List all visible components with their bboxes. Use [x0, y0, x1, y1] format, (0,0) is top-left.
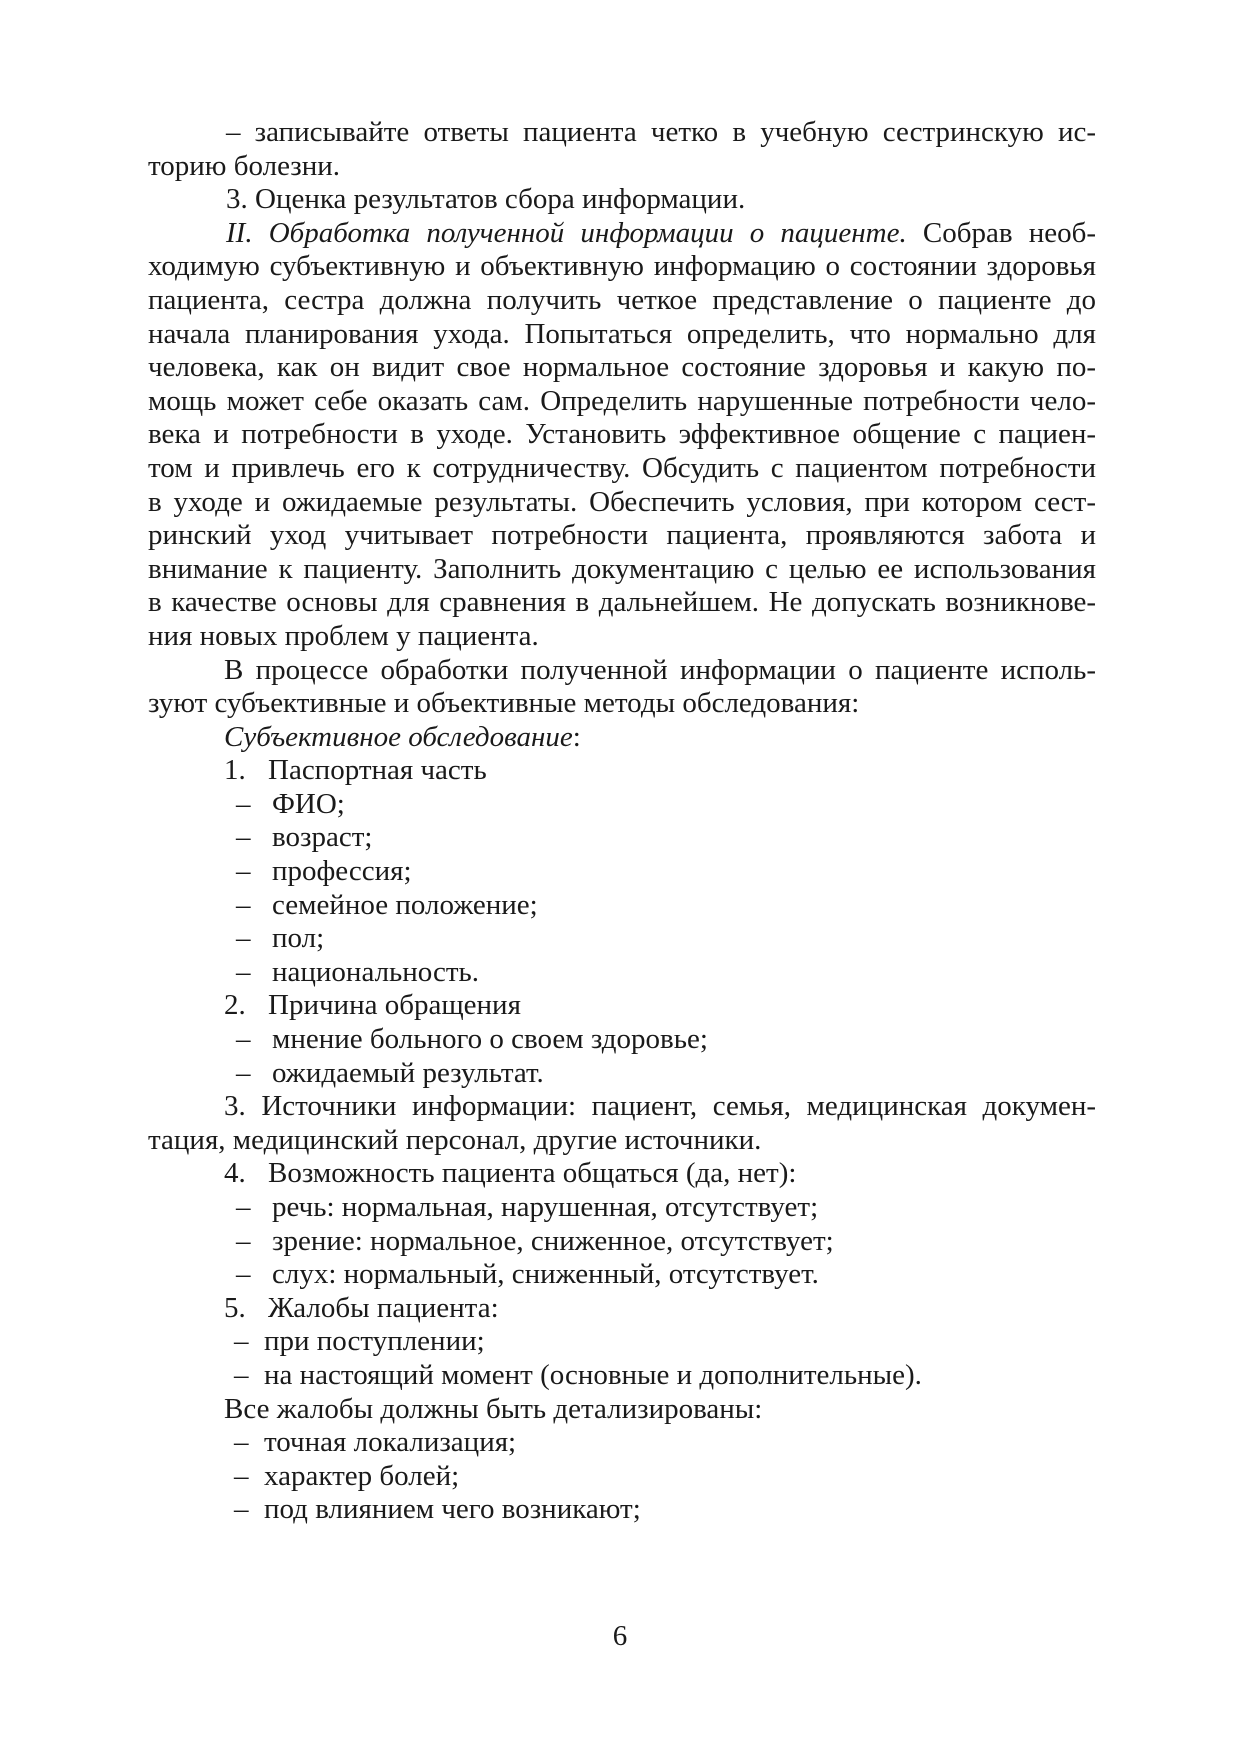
sub-list-item: [148, 821, 1096, 855]
list-item-text: Причина обращения: [268, 989, 521, 1022]
sub-list-text: мнение больного о своем здоровье;: [272, 1023, 708, 1056]
sub-list-text: профессия;: [272, 855, 412, 888]
list-item: [148, 754, 1096, 788]
sub-list-item: [148, 956, 1096, 990]
dash-marker: –: [236, 1056, 251, 1089]
dash-marker: –: [234, 1426, 249, 1459]
subheading-italic: Субъективное обследование: [224, 720, 573, 753]
sub-list-text: на настоящий момент (основные и дополнительные).: [264, 1358, 922, 1391]
section-heading-italic: II. Обработка полученной информации о пациенте.: [226, 216, 907, 249]
sub-list-text: под влиянием чего возникают;: [264, 1493, 641, 1526]
list-item-number: 2.: [224, 989, 246, 1022]
text-line: внимание к пациенту. Заполнить документацию с целью ее использования: [148, 552, 1096, 585]
sub-list-item: [148, 1460, 1096, 1494]
dash-marker: –: [236, 855, 251, 888]
dash-marker: –: [236, 922, 251, 955]
subheading-line: [148, 721, 1096, 755]
sub-list-text: ФИО;: [272, 787, 345, 820]
text-line: человека, как он видит свое нормальное состояние здоровья и какую по-: [148, 351, 1096, 384]
text-line: начала планирования ухода. Попытаться определить, что нормально для: [148, 317, 1096, 350]
section-heading-line: [148, 217, 1096, 251]
dash-marker: –: [236, 955, 251, 988]
list-item-number: 5.: [224, 1291, 246, 1324]
sub-list-text: зрение: нормальное, сниженное, отсутствует;: [272, 1224, 834, 1257]
text-line: в уходе и ожидаемые результаты. Обеспечить условия, при котором сест-: [148, 485, 1096, 518]
sub-list-text: характер болей;: [264, 1459, 460, 1492]
sub-list-text: ожидаемый результат.: [272, 1056, 544, 1089]
dash-marker: –: [236, 1224, 251, 1257]
sub-list-item: [148, 1258, 1096, 1292]
sub-list-text: речь: нормальная, нарушенная, отсутствует;: [272, 1191, 819, 1223]
text-line: века и потребности в уходе. Установить эффективное общение с пациен-: [148, 418, 1096, 451]
page-number: 6: [612, 1620, 628, 1652]
dash-marker: –: [234, 1325, 249, 1358]
section-heading-continuation: Собрав необ-: [906, 216, 1097, 249]
sub-list-item: [148, 889, 1096, 923]
text-line: пациента, сестра должна получить четкое представление о пациенте до: [148, 283, 1096, 316]
list-item-number: 1.: [224, 754, 246, 787]
list-item: [148, 1292, 1096, 1326]
list-item-text: Жалобы пациента:: [268, 1291, 499, 1324]
list-item-text: Возможность пациента общаться (да, нет):: [268, 1157, 797, 1190]
text-line: Все жалобы должны быть детализированы:: [224, 1392, 763, 1425]
text-line: зуют субъективные и объективные методы обследования:: [148, 687, 860, 720]
page-body-text: [148, 116, 1096, 1527]
sub-list-text: семейное положение;: [272, 888, 538, 921]
sub-list-item: [148, 855, 1096, 889]
sub-list-text: возраст;: [272, 821, 373, 854]
sub-list-item: [148, 1325, 1096, 1359]
sub-list-item: [148, 1225, 1096, 1259]
dash-marker: –: [234, 1493, 249, 1526]
text-line: – записывайте ответы пациента четко в учебную сестринскую ис-: [226, 116, 1096, 148]
text-line: том и привлечь его к сотрудничеству. Обсудить с пациентом потребности: [148, 451, 1096, 484]
text-line: тация, медицинский персонал, другие источники.: [148, 1123, 762, 1156]
text-line: 3. Источники информации: пациент, семья, медицинская докумен-: [224, 1090, 1096, 1123]
list-item: [148, 989, 1096, 1023]
sub-list-item: [148, 788, 1096, 822]
dash-marker: –: [234, 1459, 249, 1492]
sub-list-item: [148, 1426, 1096, 1460]
sub-list-item: [148, 1023, 1096, 1057]
dash-marker: –: [236, 787, 251, 820]
dash-marker: –: [236, 1258, 251, 1291]
sub-list-text: точная локализация;: [264, 1426, 517, 1459]
sub-list-item: [148, 1057, 1096, 1091]
sub-list-item: [148, 1493, 1096, 1527]
list-item: [148, 1157, 1096, 1191]
dash-marker: –: [236, 821, 251, 854]
text-line: торию болезни.: [148, 149, 341, 182]
sub-list-item: [148, 1191, 1096, 1225]
sub-list-item: [148, 1359, 1096, 1393]
list-item-number: 4.: [224, 1157, 246, 1190]
text-line: ходимую субъективную и объективную информацию о состоянии здоровья: [148, 250, 1096, 283]
sub-list-text: при поступлении;: [264, 1325, 485, 1358]
text-line: ния новых проблем у пациента.: [148, 619, 539, 652]
subheading-colon: :: [572, 720, 581, 753]
dash-marker: –: [236, 1023, 251, 1056]
dash-marker: –: [236, 888, 251, 921]
dash-marker: –: [236, 1191, 251, 1223]
text-line: ринский уход учитывает потребности пациента, проявляются забота и: [148, 519, 1096, 552]
text-line: в качестве основы для сравнения в дальнейшем. Не допускать возникнове-: [148, 586, 1096, 619]
sub-list-text: пол;: [272, 922, 325, 955]
text-line: 3. Оценка результатов сбора информации.: [226, 183, 746, 216]
text-line: В процессе обработки полученной информации о пациенте исполь-: [224, 653, 1096, 686]
sub-list-item: [148, 922, 1096, 956]
dash-marker: –: [234, 1358, 249, 1391]
list-item-text: Паспортная часть: [268, 754, 487, 787]
sub-list-text: слух: нормальный, сниженный, отсутствует.: [272, 1258, 819, 1291]
sub-list-text: национальность.: [272, 955, 480, 988]
text-line: мощь может себе оказать сам. Определить нарушенные потребности чело-: [148, 384, 1096, 417]
